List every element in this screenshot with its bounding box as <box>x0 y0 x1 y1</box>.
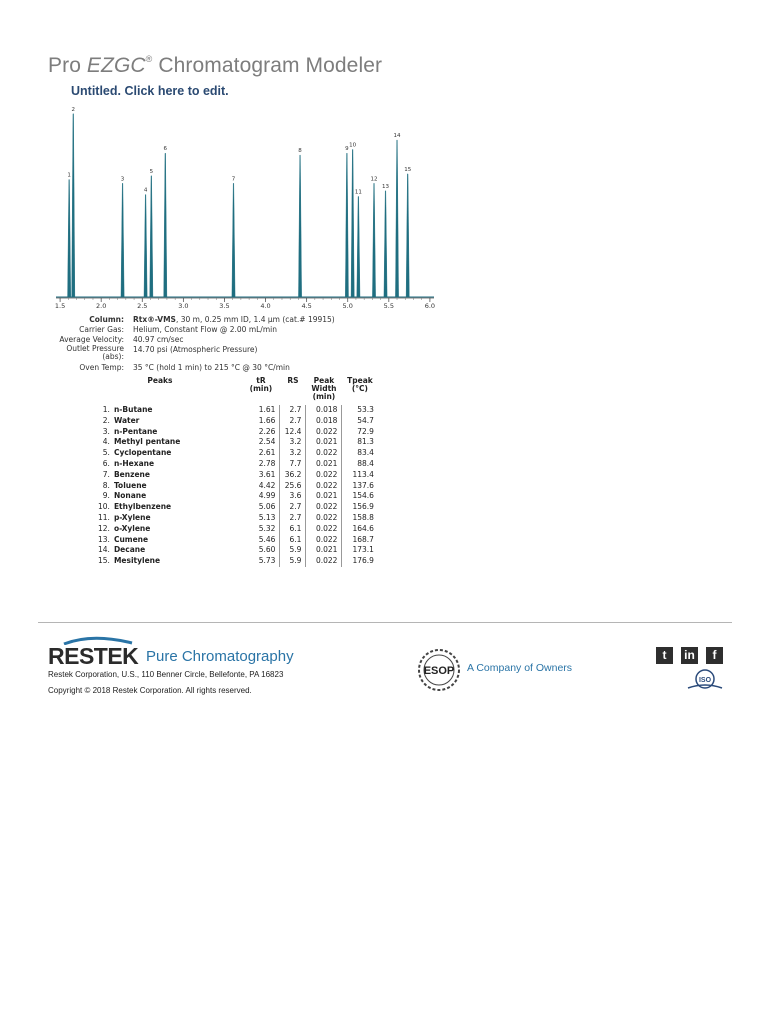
peak-temperature: 173.1 <box>342 545 378 556</box>
col-width: Peak Width (min) <box>311 376 337 401</box>
peak-name: n-Hexane <box>113 458 155 468</box>
peak-8 <box>298 155 301 297</box>
peak-width: 0.022 <box>306 502 342 513</box>
peak-15 <box>406 174 409 297</box>
peak-temperature: 156.9 <box>342 502 378 513</box>
retention-time: 1.66 <box>258 415 276 425</box>
peak-label: 4 <box>143 187 148 194</box>
resolution: 6.1 <box>280 535 306 546</box>
col-tr: tR (min) <box>249 376 273 393</box>
table-row <box>94 437 378 448</box>
retention-time: 2.61 <box>258 448 276 458</box>
peak-number: 7. <box>102 469 110 479</box>
x-tick-label: 3.5 <box>219 302 230 310</box>
resolution: 3.2 <box>280 448 306 459</box>
condition-label: Average Velocity: <box>59 335 124 344</box>
peak-temperature: 137.6 <box>342 481 378 492</box>
peak-temperature: 158.8 <box>342 513 378 524</box>
peak-width: 0.022 <box>306 448 342 459</box>
peak-width: 0.022 <box>306 427 342 438</box>
resolution: 2.7 <box>280 416 306 427</box>
peak-number: 12. <box>98 523 110 533</box>
table-row <box>94 491 378 502</box>
retention-time: 1.61 <box>258 405 276 414</box>
resolution: 2.7 <box>280 513 306 524</box>
peak-12 <box>372 183 375 297</box>
peak-label: 15 <box>404 166 412 173</box>
x-tick-label: 2.0 <box>96 302 107 310</box>
peaks-table <box>94 377 378 567</box>
col-peaks: Peaks <box>147 376 173 385</box>
peak-number: 6. <box>102 458 110 468</box>
retention-time: 2.78 <box>258 458 276 468</box>
tagline: Pure Chromatography <box>146 648 294 665</box>
peak-width: 0.022 <box>306 524 342 535</box>
conditions-block <box>48 315 335 373</box>
x-tick-label: 5.0 <box>342 302 353 310</box>
table-row <box>94 427 378 438</box>
condition-row <box>48 315 335 325</box>
peak-6 <box>164 153 167 297</box>
peak-temperature: 113.4 <box>342 470 378 481</box>
x-tick-label: 1.5 <box>54 302 66 310</box>
peak-number: 5. <box>102 448 110 458</box>
peak-width: 0.021 <box>306 491 342 502</box>
peak-name: Toluene <box>113 480 147 490</box>
peaks-table-header <box>94 377 378 401</box>
retention-time: 5.73 <box>258 556 276 566</box>
iso-badge-icon <box>686 668 724 692</box>
peak-number: 3. <box>102 426 110 436</box>
table-row <box>94 524 378 535</box>
resolution: 5.9 <box>280 556 306 567</box>
peak-name: Ethylbenzene <box>113 502 172 512</box>
peak-temperature: 88.4 <box>342 459 378 470</box>
condition-row <box>48 363 335 373</box>
retention-time: 2.54 <box>258 437 276 447</box>
peak-width: 0.022 <box>306 470 342 481</box>
table-row <box>94 502 378 513</box>
peak-number: 2. <box>102 415 110 425</box>
col-tpeak: Tpeak (°C) <box>347 376 373 393</box>
table-row <box>94 481 378 492</box>
peak-10 <box>351 149 354 297</box>
peak-name: Mesitylene <box>113 556 161 566</box>
resolution: 36.2 <box>280 470 306 481</box>
peak-width: 0.018 <box>306 405 342 416</box>
peak-temperature: 164.6 <box>342 524 378 535</box>
peak-temperature: 53.3 <box>342 405 378 416</box>
peak-11 <box>357 196 360 297</box>
condition-label: Column: <box>89 315 124 324</box>
peak-name: Methyl pentane <box>113 437 181 447</box>
peak-label: 11 <box>354 189 362 196</box>
facebook-icon[interactable]: f <box>706 647 723 664</box>
peak-width: 0.022 <box>306 513 342 524</box>
peak-number: 4. <box>102 437 110 447</box>
peak-number: 13. <box>98 534 110 544</box>
page-title: Pro EZGC® Chromatogram Modeler <box>48 54 383 77</box>
peak-13 <box>384 191 387 297</box>
peak-number: 1. <box>102 405 110 414</box>
x-tick-label: 2.5 <box>137 302 148 310</box>
peak-width: 0.021 <box>306 437 342 448</box>
svg-text:ISO: ISO <box>698 677 712 684</box>
retention-time: 5.06 <box>258 502 276 512</box>
table-row <box>94 470 378 481</box>
resolution: 25.6 <box>280 481 306 492</box>
peak-label: 5 <box>149 168 154 175</box>
retention-time: 2.26 <box>258 426 276 436</box>
retention-time: 4.42 <box>258 480 276 490</box>
peak-name: Cyclopentane <box>113 448 172 458</box>
peak-name: n-Butane <box>113 405 153 414</box>
condition-label: Carrier Gas: <box>79 325 124 334</box>
peak-label: 2 <box>71 106 76 113</box>
resolution: 7.7 <box>280 459 306 470</box>
peak-label: 12 <box>370 176 378 183</box>
peak-temperature: 72.9 <box>342 427 378 438</box>
peak-label: 9 <box>345 146 349 153</box>
peak-name: o-Xylene <box>113 523 151 533</box>
company-of-owners: A Company of Owners <box>467 662 573 674</box>
table-row <box>94 459 378 470</box>
peak-label: 8 <box>298 148 302 155</box>
table-row <box>94 556 378 567</box>
table-row <box>94 513 378 524</box>
retention-time: 5.13 <box>258 512 276 522</box>
table-row <box>94 405 378 416</box>
peak-temperature: 81.3 <box>342 437 378 448</box>
retention-time: 3.61 <box>258 469 276 479</box>
peak-label: 14 <box>393 133 401 140</box>
resolution: 6.1 <box>280 524 306 535</box>
peak-temperature: 83.4 <box>342 448 378 459</box>
x-tick-label: 5.5 <box>383 302 394 310</box>
peak-width: 0.022 <box>306 481 342 492</box>
peak-temperature: 176.9 <box>342 556 378 567</box>
peak-width: 0.022 <box>306 535 342 546</box>
x-tick-label: 6.0 <box>424 302 436 310</box>
esop-seal-icon <box>415 648 463 692</box>
peak-temperature: 154.6 <box>342 491 378 502</box>
condition-label: Oven Temp: <box>79 363 124 372</box>
x-tick-label: 3.0 <box>178 302 189 310</box>
peak-width: 0.021 <box>306 545 342 556</box>
twitter-icon[interactable]: t <box>656 647 673 664</box>
peak-width: 0.021 <box>306 459 342 470</box>
peak-label: 3 <box>120 176 125 183</box>
resolution: 2.7 <box>280 502 306 513</box>
condition-value: 35 °C (hold 1 min) to 215 °C @ 30 °C/min <box>133 363 290 372</box>
peak-label: 6 <box>163 146 168 153</box>
peak-label: 1 <box>67 172 71 179</box>
peak-4 <box>144 195 147 297</box>
resolution: 5.9 <box>280 545 306 556</box>
peak-name: Water <box>113 415 140 425</box>
chromatogram-chart <box>48 100 438 312</box>
peak-temperature: 168.7 <box>342 535 378 546</box>
peak-label: 13 <box>382 183 390 190</box>
resolution: 3.2 <box>280 437 306 448</box>
condition-value: Helium, Constant Flow @ 2.00 mL/min <box>133 325 277 334</box>
peak-name: Benzene <box>113 469 150 479</box>
x-tick-label: 4.0 <box>260 302 271 310</box>
peak-temperature: 54.7 <box>342 416 378 427</box>
table-row <box>94 535 378 546</box>
linkedin-icon[interactable]: in <box>681 647 698 664</box>
peak-3 <box>121 183 124 297</box>
peak-number: 9. <box>102 491 110 501</box>
resolution: 2.7 <box>280 405 306 416</box>
restek-wordmark: RESTEK <box>48 643 139 669</box>
peak-width: 0.022 <box>306 556 342 567</box>
retention-time: 5.46 <box>258 534 276 544</box>
peak-name: Cumene <box>113 534 149 544</box>
peak-number: 15. <box>98 556 110 566</box>
condition-value: 40.97 cm/sec <box>133 335 184 344</box>
table-row <box>94 545 378 556</box>
peak-label: 7 <box>231 176 236 183</box>
peak-14 <box>395 140 398 297</box>
peak-name: n-Pentane <box>113 426 158 436</box>
peak-number: 14. <box>98 545 110 555</box>
footer-divider <box>38 622 732 623</box>
peak-7 <box>232 183 235 297</box>
retention-time: 5.60 <box>258 545 276 555</box>
table-row <box>94 448 378 459</box>
peak-9 <box>345 153 348 297</box>
peak-number: 11. <box>98 512 110 522</box>
peak-name: Decane <box>113 545 146 555</box>
condition-value: 14.70 psi (Atmospheric Pressure) <box>133 345 258 354</box>
address: Restek Corporation, U.S., 110 Benner Circle, Bellefonte, PA 16823 <box>48 670 284 679</box>
copyright: Copyright © 2018 Restek Corporation. All rights reserved. <box>48 686 252 695</box>
peak-number: 10. <box>98 502 110 512</box>
peak-1 <box>68 180 71 297</box>
table-row <box>94 416 378 427</box>
peak-width: 0.018 <box>306 416 342 427</box>
peak-name: Nonane <box>113 491 147 501</box>
condition-row <box>48 345 335 361</box>
resolution: 3.6 <box>280 491 306 502</box>
condition-label: Outlet Pressure (abs): <box>66 344 124 361</box>
condition-value: Rtx®-VMS, 30 m, 0.25 mm ID, 1.4 µm (cat.# 19915) <box>133 315 335 324</box>
peak-name: p-Xylene <box>113 512 151 522</box>
resolution: 12.4 <box>280 427 306 438</box>
peak-5 <box>150 176 153 297</box>
x-tick-label: 4.5 <box>301 302 312 310</box>
edit-title-link[interactable]: Untitled. Click here to edit. <box>71 84 229 98</box>
condition-row <box>48 325 335 335</box>
retention-time: 5.32 <box>258 523 276 533</box>
peak-label: 10 <box>349 142 357 149</box>
svg-text:ESOP: ESOP <box>423 665 455 677</box>
peak-2 <box>72 114 75 297</box>
retention-time: 4.99 <box>258 491 276 501</box>
col-rs: RS <box>287 376 299 385</box>
peak-number: 8. <box>102 480 110 490</box>
